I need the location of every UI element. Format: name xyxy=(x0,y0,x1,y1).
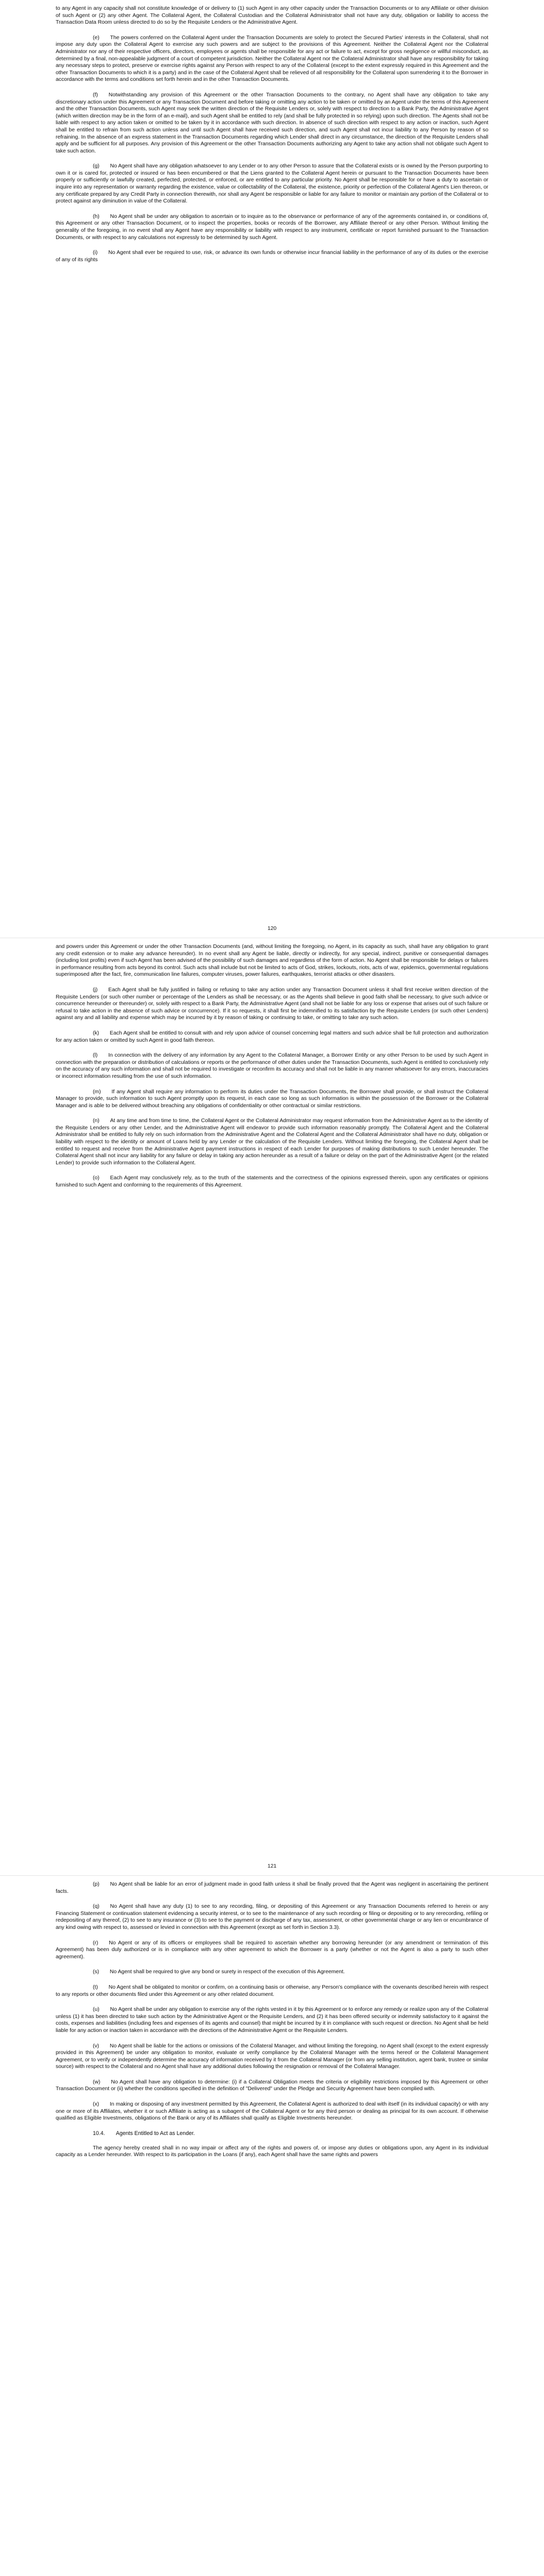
page-121 xyxy=(0,938,544,1875)
paragraph: (u) No Agent shall be under any obligation to exercise any of the rights vested in it by this Agreement or to enforce any remedy or realize upon any of the Collateral unless (1) it has been directed to take such action by the Administrative Agent or the Requisite Lenders, and (2) it has been offered security or indemnity satisfactory to it against the costs, expenses and liabilities (including fees and expenses of its agents and counsel) that might be incurred by it in compliance with such request or direction. No Agent shall be held liable for any action or inaction taken in accordance with the directions of the Administrative Agent or the Requisite Lenders. xyxy=(56,2007,488,2033)
paragraph: (k) Each Agent shall be entitled to consult with and rely upon advice of counsel concerning legal matters and such advice shall be full protection and authorization for any action taken or omitted by such Agent in good faith thereon. xyxy=(56,1030,488,1043)
paragraph: (t) No Agent shall be obligated to monitor or confirm, on a continuing basis or otherwise, any Person's compliance with the covenants described herein with respect to any reports or other documents filed under this Agreement or any other related document. xyxy=(56,1984,488,1997)
paragraph: (e) The powers conferred on the Collateral Agent under the Transaction Documents are solely to protect the Secured Parties' interests in the Collateral, shall not impose any duty upon the Collateral Agent to exercise any such powers and are subject to the provisions of this Agreement. Neither the Collateral Agent nor the Collateral Administrator nor any of their respective officers, directors, employees or agents shall be responsible for any act or failure to act, except for gross negligence or willful misconduct, as determined by a final, non-appealable judgment of a court of competent jurisdiction. Neither the Collateral Agent nor the Collateral Administrator shall have any responsibility for taking any necessary steps to protect, preserve or exercise rights against any Person with respect to any of the Collateral (except to the extent expressly required in this Agreement and the other Transaction Documents to which it is a party) and in the case of the Collateral Agent shall be relieved of all responsibility for the Collateral upon surrendering it to the Borrower in accordance with the terms and conditions set forth herein and in the other Transaction Documents. xyxy=(56,35,488,83)
paragraph: The agency hereby created shall in no way impair or affect any of the rights and powers of, or impose any duties or obligations upon, any Agent in its individual capacity as a Lender hereunder. With respect to its participation in the Loans (if any), each Agent shall have the same rights and powers xyxy=(56,2145,488,2158)
page-number: 120 xyxy=(267,926,277,931)
paragraph: (h) No Agent shall be under any obligation to ascertain or to inquire as to the observance or performance of any of the agreements contained in, or conditions of, this Agreement or any other Transaction Document, or to inspect the properties, books or records of the Borrower, any Affiliate thereof or any other Person. Without limiting the generality of the foregoing, in no event shall any Agent have any responsibility or liability with respect to any instrument, certificate or report furnished pursuant to the Transaction Documents, or with respect to any calculations not expressly to be determined by such Agent. xyxy=(56,213,488,241)
paragraph: (j) Each Agent shall be fully justified in failing or refusing to take any action under any Transaction Document unless it shall first receive written direction of the Requisite Lenders (or such other number or percentage of the Lenders as shall be necessary, or as the Agents shall believe in good faith shall be necessary, to give such advice or concurrence hereunder or thereunder) or, solely with respect to a Bank Party, the Administrative Agent (and shall not be liable for any loss or expense that arises out of such failure or refusal to take action in the absence of such advice or concurrence). If it so requests, it shall first be indemnified to its satisfaction by the Requisite Lenders (or such other Lenders) against any and all liability and expense which may be incurred by it by reason of taking or continuing to take, or omitting to take any such action. xyxy=(56,987,488,1021)
page-120 xyxy=(0,0,544,938)
page-122 xyxy=(0,1875,544,2576)
paragraph: (q) No Agent shall have any duty (1) to see to any recording, filing, or depositing of this Agreement or any Transaction Documents referred to herein or any Financing Statement or continuation statement evidencing a security interest, or to see to the maintenance of any such recording or filing or depositing or to any rerecording, refiling or redepositing of any thereof, (2) to see to any insurance or (3) to see to the payment or discharge of any tax, assessment, or other governmental charge or any lien or encumbrance of any kind owing with respect to, assessed or levied in connection with this Agreement (except as set forth in Section 3.3). xyxy=(56,1904,488,1930)
section-heading: 10.4. Agents Entitled to Act as Lender. xyxy=(93,2130,195,2137)
paragraph: and powers under this Agreement or under the other Transaction Documents (and, without limiting the foregoing, no Agent, in its capacity as such, shall have any obligation to grant any credit extension or to make any advance hereunder). In no event shall any Agent be liable, directly or indirectly, for any special, indirect, punitive or consequential damages (including lost profits) even if such Agent has been advised of the possibility of such damages and regardless of the form of action. No Agent shall be responsible for delays or failures in performance resulting from acts beyond its control. Such acts shall include but not be limited to acts of God, strikes, lockouts, riots, acts of war, epidemics, governmental regulations superimposed after the fact, fire, communication line failures, computer viruses, power failures, earthquakes, terrorist attacks or other disasters. xyxy=(56,944,488,978)
paragraph: (i) No Agent shall ever be required to use, risk, or advance its own funds or otherwise incur financial liability in the performance of any of its duties or the exercise of any of its rights xyxy=(56,250,488,263)
paragraph: (x) In making or disposing of any investment permitted by this Agreement, the Collateral Agent is authorized to deal with itself (in its individual capacity) or with any one or more of its Affiliates, whether it or such Affiliate is acting as a subagent of the Collateral Agent or for any third person or dealing as principal for its own account. If otherwise qualified as Eligible Investments, obligations of the Bank or any of its Affiliates shall qualify as Eligible Investments hereunder. xyxy=(56,2102,488,2122)
paragraph: (f) Notwithstanding any provision of this Agreement or the other Transaction Documents to the contrary, no Agent shall have any obligation to take any discretionary action under this Agreement or any Transaction Document and before taking or omitting any action to be taken or omitted by an Agent under the terms of this Agreement and the other Transaction Documents, such Agent may seek the written direction of the Requisite Lenders or, solely with respect to direction to a Bank Party, the Administrative Agent (which written direction may be in the form of an e-mail), and such Agent shall be entitled to rely (and shall be fully protected in so relying) upon such direction. The Agents shall not be liable with respect to any action taken or omitted to be taken by it in accordance with such direction. In absence of such direction with respect to any action or inaction, such Agent shall be entitled to refrain from such action unless and until such Agent shall have received such direction, and such Agent shall not incur liability to any Person by reason of so refraining. In the absence of an express statement in the Transaction Documents regarding which Lender shall direct in any circumstance, the direction of the Requisite Lenders shall apply and be sufficient for all purposes. Any provision of this Agreement or the other Transaction Documents authorizing any Agent to take any action shall not obligate such Agent to take such action. xyxy=(56,92,488,154)
paragraph: (m) If any Agent shall require any information to perform its duties under the Transaction Documents, the Borrower shall provide, or shall instruct the Collateral Manager to provide, such information to such Agent promptly upon its request, in each case so long as such information is within the possession of the Borrower or the Collateral Manager and is able to be delivered without breaching any obligations of confidentiality or other contractual or similar restrictions. xyxy=(56,1089,488,1109)
page-number: 121 xyxy=(267,1863,277,1869)
paragraph: to any Agent in any capacity shall not constitute knowledge of or delivery to (1) such Agent in any other capacity under the Transaction Documents or to any Affiliate or other division of such Agent or (2) any other Agent. The Collateral Agent, the Collateral Custodian and the Collateral Administrator shall not have any duty, obligation or liability to access the Transaction Data Room unless directed to do so by the Requisite Lenders or the Administrative Agent. xyxy=(56,6,488,26)
paragraph: (l) In connection with the delivery of any information by any Agent to the Collateral Manager, a Borrower Entity or any other Person to be used by such Agent in connection with the preparation or distribution of calculations or reports or the performance of other duties under the Transaction Documents, such Agent is entitled to conclusively rely on the accuracy of any such information and shall not be required to investigate or reconfirm its accuracy and shall not be liable in any manner whatsoever for any errors, inaccuracies or incorrect information resulting from the use of such information. xyxy=(56,1053,488,1079)
paragraph: (w) No Agent shall have any obligation to determine: (i) if a Collateral Obligation meets the criteria or eligibility restrictions imposed by this Agreement or other Transaction Document or (ii) whether the conditions specified in the definition of "Delivered" under the Pledge and Security Agreement have been complied with. xyxy=(56,2079,488,2092)
paragraph: (o) Each Agent may conclusively rely, as to the truth of the statements and the correctness of the opinions expressed therein, upon any certificates or opinions furnished to such Agent and conforming to the requirements of this Agreement. xyxy=(56,1175,488,1189)
paragraph: (n) At any time and from time to time, the Collateral Agent or the Collateral Administrator may request information from the Administrative Agent as to the identity of the Requisite Lenders or any other Lender, and the Administrative Agent will endeavor to provide such information reasonably promptly. The Collateral Agent and the Collateral Administrator shall be entitled to fully rely on such information from the Administrative Agent and the Collateral Agent and the Collateral Administrator shall have no duty, obligation or liability with respect to the identity or amount of Loans held by any Lender or the calculation of the Requisite Lenders. Without limiting the foregoing, the Collateral Agent shall be entitled to request and receive from the Administrative Agent payment instructions in respect of each Lender for purposes of making distributions to such Lender hereunder. The Collateral Agent shall not incur any liability for any failure or delay in taking any action hereunder as a result of a failure or delay on the part of the Administrative Agent (or the related Lender) to provide such information to the Collateral Agent. xyxy=(56,1118,488,1166)
paragraph: (p) No Agent shall be liable for an error of judgment made in good faith unless it shall be finally proved that the Agent was negligent in ascertaining the pertinent facts. xyxy=(56,1882,488,1894)
paragraph: (s) No Agent shall be required to give any bond or surety in respect of the execution of this Agreement. xyxy=(93,1969,345,1975)
paragraph: (r) No Agent or any of its officers or employees shall be required to ascertain whether any borrowing hereunder (or any amendment or termination of this Agreement) has been duly authorized or is in compliance with any other agreement to which the Borrower is a party (whether or not the Agent is also a party to such other agreement). xyxy=(56,1940,488,1960)
paragraph: (v) No Agent shall be liable for the actions or omissions of the Collateral Manager, and without limiting the foregoing, no Agent shall (except to the extent expressly provided in this Agreement) be under any obligation to monitor, evaluate or verify compliance by the Collateral Manager with the terms hereof or the Collateral Management Agreement, or to verify or independently determine the accuracy of information received by it from the Collateral Manager (or from any selling institution, agent bank, trustee or similar source) with respect to the Collateral and no Agent shall have any additional duties following the resignation or removal of the Collateral Manager. xyxy=(56,2043,488,2070)
paragraph: (g) No Agent shall have any obligation whatsoever to any Lender or to any other Person to assure that the Collateral exists or is owned by the Person purporting to own it or is cared for, protected or insured or has been encumbered or that the Liens granted to the Collateral Agent herein or pursuant to the Transaction Documents have been properly or sufficiently or lawfully created, perfected, protected, or enforced, or are entitled to any particular priority. No Agent shall be responsible for or have a duty to ascertain or inquire into any representation or warranty regarding the existence, value or collectability of the Collateral, the existence, priority or perfection of the Collateral Agent's Lien thereon, or any certificate prepared by any Credit Party in connection therewith, nor shall any Agent be responsible or liable for any failure to monitor or maintain any portion of the Collateral or to protect against any diminution in value of the Collateral. xyxy=(56,163,488,205)
